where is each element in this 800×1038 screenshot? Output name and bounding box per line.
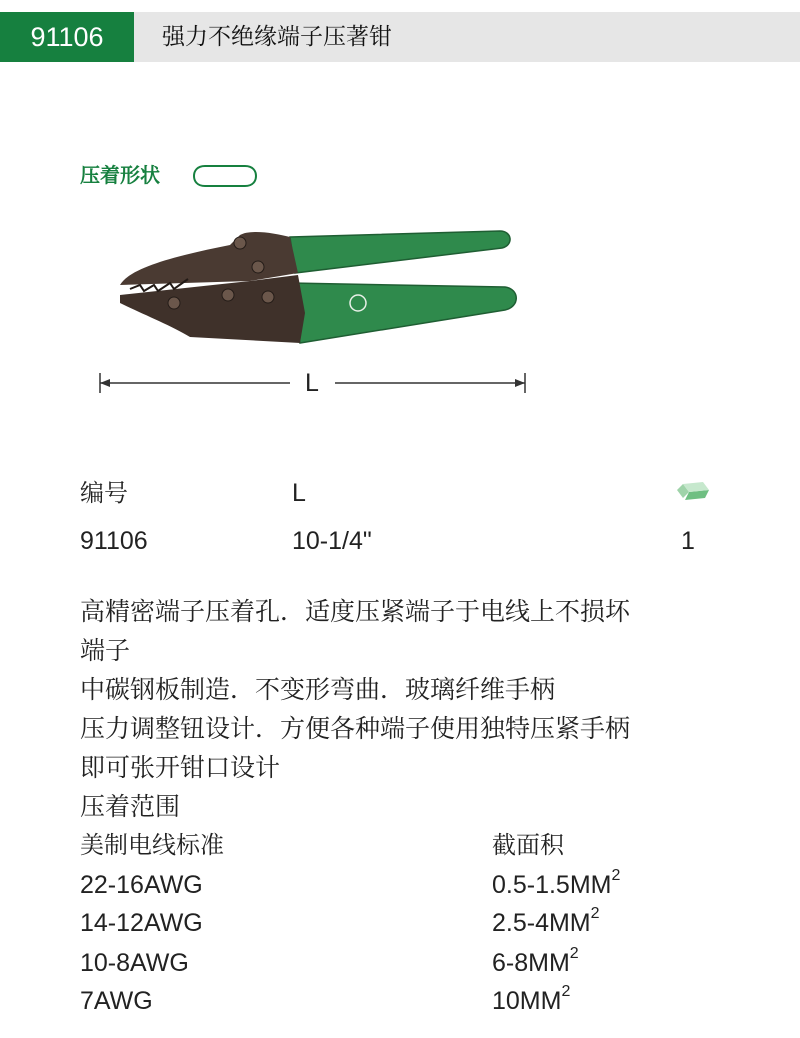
description-line: 中碳钢板制造．不变形弯曲．玻璃纤维手柄 <box>80 675 556 704</box>
crimp-shape-label: 压着形状 <box>80 163 160 187</box>
range-awg: 14-12AWG <box>80 909 203 937</box>
spec-value-length: 10-1/4" <box>292 527 372 555</box>
product-code: 91106 <box>0 12 134 62</box>
range-area: $10MM^2$ <box>492 982 571 1015</box>
range-area: $2.5-4MM^2$ <box>492 904 600 937</box>
header-bar <box>0 12 800 62</box>
product-title: 强力不绝缘端子压著钳 <box>162 24 392 50</box>
package-box-icon <box>675 480 711 504</box>
range-header-row <box>80 826 740 865</box>
range-awg: 22-16AWG <box>80 871 203 899</box>
oval-outline-icon <box>193 164 257 188</box>
range-area: $6-8MM^2$ <box>492 944 579 977</box>
range-row <box>80 982 740 1021</box>
range-area: $0.5-1.5MM^2$ <box>492 866 621 899</box>
range-header-standard: 美制电线标准 <box>80 831 224 859</box>
spec-value-number: 91106 <box>80 527 148 555</box>
range-row <box>80 944 740 983</box>
dimension-label: L <box>305 369 319 397</box>
spec-header-number: 编号 <box>80 479 128 507</box>
description-line: 高精密端子压着孔．适度压紧端子于电线上不损坏 <box>80 597 631 626</box>
range-awg: 10-8AWG <box>80 949 189 977</box>
description-line: 压力调整钮设计．方便各种端子使用独特压紧手柄 <box>80 714 631 743</box>
range-header-area: 截面积 <box>492 831 564 859</box>
crimping-plier-illustration <box>100 215 530 350</box>
description-line: 端子 <box>80 636 131 665</box>
spec-header-length: L <box>292 479 306 507</box>
range-row <box>80 904 740 943</box>
range-row <box>80 866 740 905</box>
range-awg: 7AWG <box>80 987 153 1015</box>
description <box>80 592 770 826</box>
description-line: 即可张开钳口设计 <box>80 753 281 782</box>
description-line: 压着范围 <box>80 792 181 821</box>
spec-value-qty: 1 <box>681 527 695 555</box>
